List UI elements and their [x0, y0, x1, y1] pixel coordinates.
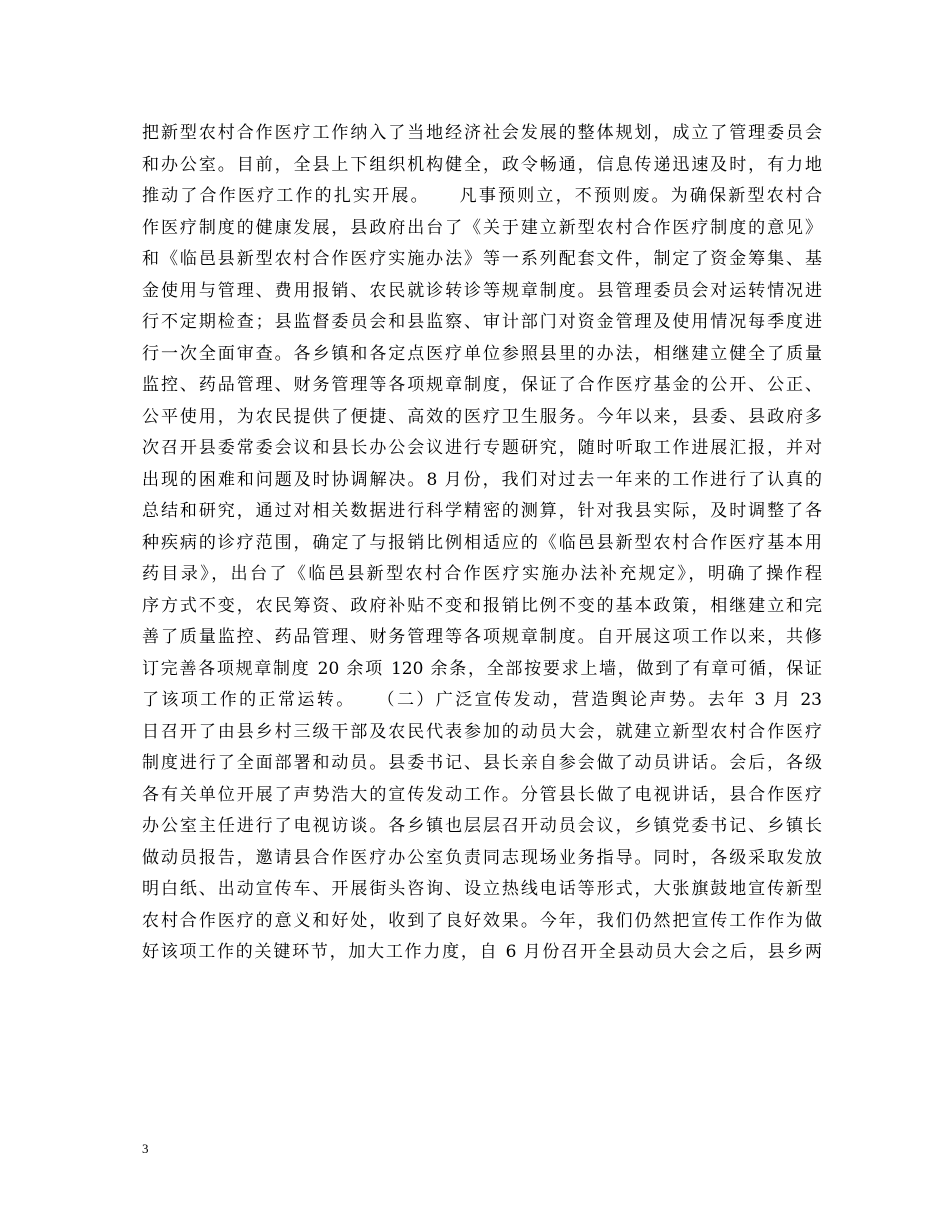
- text-line: 种疾病的诊疗范围，确定了与报销比例相适应的《临邑县新型农村合作医疗基本用: [142, 532, 822, 553]
- page-number: 3: [142, 1141, 149, 1156]
- text-line: 作医疗制度的健康发展，县政府出台了《关于建立新型农村合作医疗制度的意见》: [142, 217, 822, 238]
- text-line: 各有关单位开展了声势浩大的宣传发动工作。分管县长做了电视讲话，县合作医疗: [142, 784, 822, 805]
- text-line: 明白纸、出动宣传车、开展街头咨询、设立热线电话等形式，大张旗鼓地宣传新型: [142, 879, 822, 899]
- text-line: 制度进行了全面部署和动员。县委书记、县长亲自参会做了动员讲话。会后，各级: [142, 753, 822, 773]
- text-line: 总结和研究，通过对相关数据进行科学精密的测算，针对我县实际，及时调整了各: [142, 501, 822, 521]
- text-line: 次召开县委常委会议和县长办公会议进行专题研究，随时听取工作进展汇报，并对: [142, 438, 822, 458]
- text-line: 药目录》，出台了《临邑县新型农村合作医疗实施办法补充规定》，明确了操作程: [142, 564, 822, 584]
- text-line: 公平使用，为农民提供了便捷、高效的医疗卫生服务。今年以来，县委、县政府多: [142, 406, 822, 427]
- text-line: 订完善各项规章制度 20 余项 120 余条，全部按要求上墙，做到了有章可循，保证: [142, 658, 822, 679]
- text-line: 把新型农村合作医疗工作纳入了当地经济社会发展的整体规划，成立了管理委员会: [142, 123, 822, 143]
- text-line: 监控、药品管理、财务管理等各项规章制度，保证了合作医疗基金的公开、公正、: [142, 375, 822, 395]
- body-text: [142, 118, 822, 969]
- text-line: 出现的困难和问题及时协调解决。8 月份，我们对过去一年来的工作进行了认真的: [142, 469, 822, 490]
- text-line: 行不定期检查；县监督委员会和县监察、审计部门对资金管理及使用情况每季度进: [142, 312, 822, 332]
- text-line: 日召开了由县乡村三级干部及农民代表参加的动员大会，就建立新型农村合作医疗: [142, 721, 822, 742]
- text-line: 办公室主任进行了电视访谈。各乡镇也层层召开动员会议，乡镇党委书记、乡镇长: [142, 816, 822, 836]
- text-line: 序方式不变，农民筹资、政府补贴不变和报销比例不变的基本政策，相继建立和完: [142, 595, 822, 616]
- text-line: 推动了合作医疗工作的扎实开展。 凡事预则立，不预则废。为确保新型农村合: [142, 186, 822, 206]
- text-line: 和办公室。目前，全县上下组织机构健全，政令畅通，信息传递迅速及时，有力地: [142, 154, 822, 175]
- text-line: 好该项工作的关键环节，加大工作力度，自 6 月份召开全县动员大会之后，县乡两: [142, 942, 822, 962]
- text-line: 善了质量监控、药品管理、财务管理等各项规章制度。自开展这项工作以来，共修: [142, 627, 822, 647]
- text-line: 农村合作医疗的意义和好处，收到了良好效果。今年，我们仍然把宣传工作作为做: [142, 910, 822, 931]
- text-line: 行一次全面审查。各乡镇和各定点医疗单位参照县里的办法，相继建立健全了质量: [142, 343, 822, 364]
- text-line: 做动员报告，邀请县合作医疗办公室负责同志现场业务指导。同时，各级采取发放: [142, 847, 822, 868]
- text-line: 和《临邑县新型农村合作医疗实施办法》等一系列配套文件，制定了资金筹集、基: [142, 249, 822, 269]
- text-line: 金使用与管理、费用报销、农民就诊转诊等规章制度。县管理委员会对运转情况进: [142, 280, 822, 301]
- text-line: 了该项工作的正常运转。 （二）广泛宣传发动，营造舆论声势。去年 3 月 23: [142, 690, 822, 710]
